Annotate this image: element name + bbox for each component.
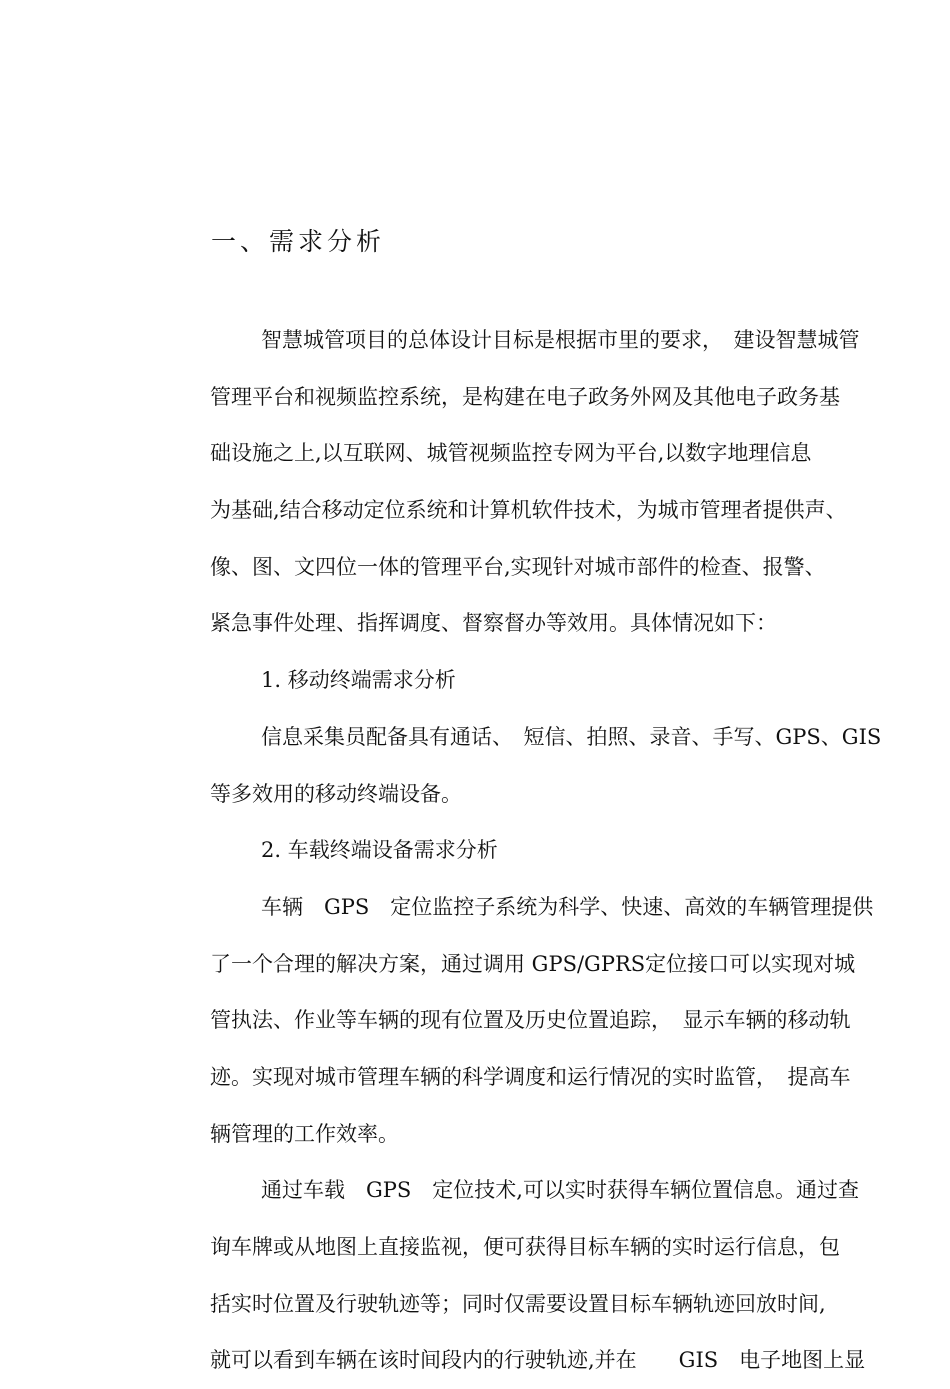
text-line: 管理平台和视频监控系统，是构建在电子政务外网及其他电子政务基 [210, 384, 840, 409]
text-line: 智慧城管项目的总体设计目标是根据市里的要求， 建设智慧城管 [261, 328, 860, 352]
body-text [210, 312, 950, 1389]
text-line: 车辆 GPS 定位监控子系统为科学、快速、高效的车辆管理提供 [261, 894, 874, 919]
text-line: 等多效用的移动终端设备。 [210, 781, 462, 806]
text-line: 信息采集员配备具有通话、 短信、拍照、录音、手写、GPS、GIS [261, 724, 882, 749]
subheading-vehicle-terminal: 2. 车载终端设备需求分析 [261, 838, 498, 863]
text-line: 括实时位置及行驶轨迹等；同时仅需要设置目标车辆轨迹回放时间, [210, 1291, 826, 1316]
text-line: 了一个合理的解决方案，通过调用 GPS/GPRS定位接口可以实现对城 [210, 951, 856, 976]
section-heading: 一、需求分析 [211, 227, 386, 256]
text-line: 询车牌或从地图上直接监视，便可获得目标车辆的实时运行信息，包 [210, 1235, 840, 1259]
text-line: 迹。实现对城市管理车辆的科学调度和运行情况的实时监管， 提高车 [210, 1064, 851, 1089]
text-line: 通过车载 GPS 定位技术,可以实时获得车辆位置信息。通过查 [261, 1178, 859, 1203]
text-line: 辆管理的工作效率。 [210, 1121, 399, 1146]
text-line: 为基础,结合移动定位系统和计算机软件技术，为城市管理者提供声、 [210, 498, 847, 523]
text-line: 管执法、作业等车辆的现有位置及历史位置追踪， 显示车辆的移动轨 [210, 1008, 851, 1033]
text-line: 紧急事件处理、指挥调度、督察督办等效用。具体情况如下： [210, 611, 777, 636]
text-line: 础设施之上,以互联网、城管视频监控专网为平台,以数字地理信息 [210, 441, 812, 466]
subheading-mobile-terminal: 1. 移动终端需求分析 [261, 668, 456, 693]
text-line: 就可以看到车辆在该时间段内的行驶轨迹,并在 GIS 电子地图上显 [210, 1348, 866, 1373]
text-line: 像、图、文四位一体的管理平台,实现针对城市部件的检查、报警、 [210, 554, 826, 579]
